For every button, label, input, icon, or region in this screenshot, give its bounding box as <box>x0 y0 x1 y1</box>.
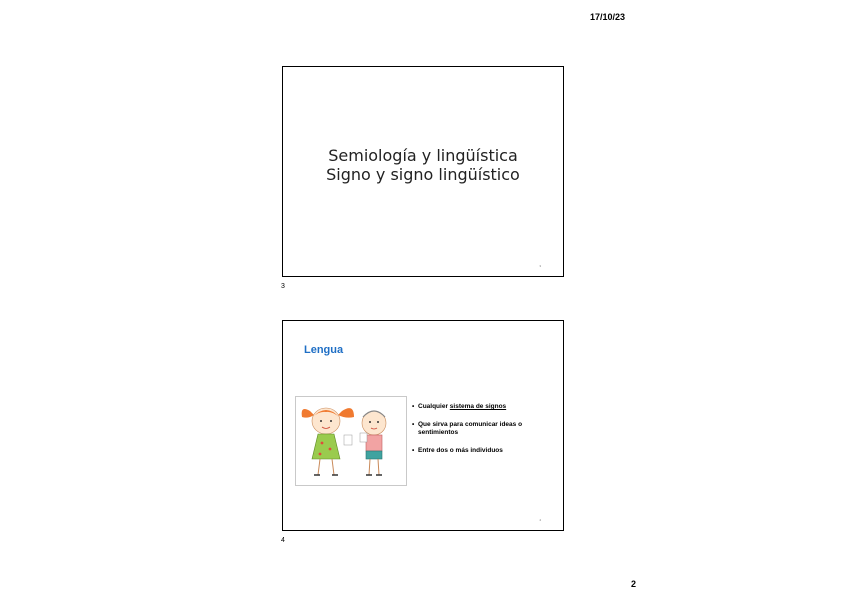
slide-title-line-1: Semiología y lingüística <box>328 146 518 165</box>
bullet-text: Que sirva para comunicar ideas o sentimientos <box>418 421 523 436</box>
slide-thumbnail-4[interactable] <box>282 320 564 531</box>
bullet-item <box>412 403 560 411</box>
slide-number-label: 4 <box>281 537 285 544</box>
page-number: 2 <box>631 579 637 589</box>
bullet-item <box>412 447 560 455</box>
slide-heading: Lengua <box>304 344 344 356</box>
bullet-underlined-text: sistema de signos <box>449 403 507 410</box>
slide-corner-number: 4 <box>539 518 541 522</box>
slide-corner-number: 3 <box>539 264 541 268</box>
bullet-text: Cualquier <box>418 403 450 410</box>
slide-title-line-2: Signo y signo lingüístico <box>326 165 520 184</box>
children-illustration <box>295 396 407 486</box>
slide-number-label: 3 <box>281 283 285 290</box>
bullet-list <box>412 403 560 465</box>
slide-thumbnail-3[interactable] <box>282 66 564 277</box>
bullet-item <box>412 421 560 437</box>
bullet-text: Entre dos o más individuos <box>418 447 503 454</box>
print-date: 17/10/23 <box>590 12 626 22</box>
children-illustration-image <box>296 397 406 485</box>
slide-title <box>283 146 563 184</box>
